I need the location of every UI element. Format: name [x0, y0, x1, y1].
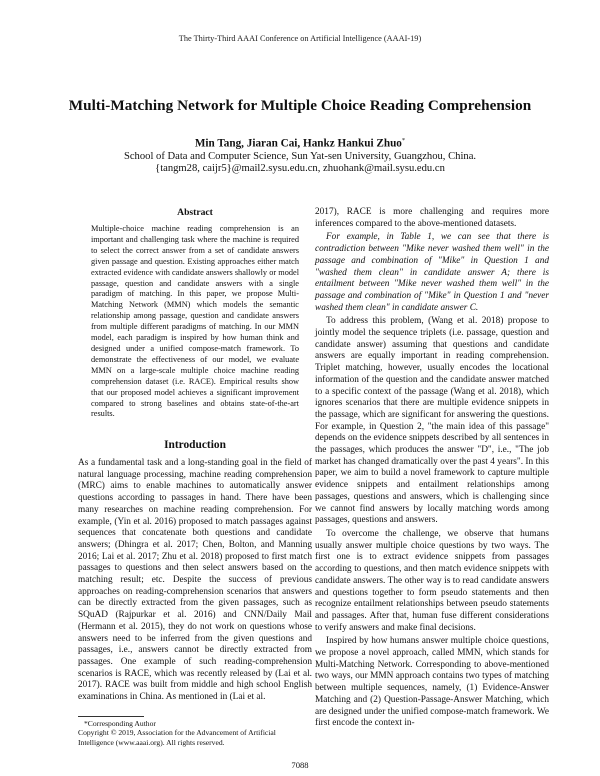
right-paragraph-2: For example, in Table 1, we can see that there is contradiction between "Mike never washed them well" in the passage and combination of "Mike" in Question 1 and "washed them clean" in candidate answer A; there is entailment between "Mike never washed them well" in the passage and combination of "Mike" in Question 1 and "never washed them clean" in candidate answer C. [315, 232, 549, 313]
abstract-heading: Abstract [177, 207, 213, 218]
abstract-body [91, 224, 299, 420]
right-paragraph-3: To address this problem, (Wang et al. 2018) propose to jointly model the sequence triplets (i.e. passage, question and candidate answer) assuming that questions and candidate answers are equally important in reading comprehension. Triplet matching, however, usually encodes the locational information of the question and the candidate answer matched to a specific context of the passage (Wang et al. 2018), which ignores scenarios that there are multiple evidence snippets in the passage, which are significant for answering the questions. For example, in Question 2, "the main idea of this passage" depends on the evidence snippets described by all sentences in the passages, which produces the answer "D", i.e., "The job market has changed dramatically over the past 4 years". In this paper, we aim to build a novel framework to capture multiple evidence snippets and entailment relationships among passages, questions and answers, which is challenging since we cannot find answers by locally matching words among passages, questions and answers. [315, 316, 549, 526]
author-names-text: Min Tang, Jiaran Cai, Hankz Hankui Zhuo [194, 137, 402, 150]
corresponding-author-mark: * [401, 137, 406, 144]
right-paragraph-1: 2017), RACE is more challenging and requires more inferences compared to the above-mentioned datasets. [315, 207, 549, 229]
author-emails: {tangm28, caijr5}@mail2.sysu.edu.cn, zhuohank@mail.sysu.edu.cn [155, 162, 445, 174]
introduction-heading: Introduction [164, 439, 226, 451]
author-affiliation: School of Data and Computer Science, Sun Yat-sen University, Guangzhou, China. [123, 150, 477, 162]
introduction-body [78, 458, 312, 704]
footnote-divider [78, 716, 144, 717]
footnote-corresponding: *Corresponding Author [84, 719, 156, 728]
right-paragraph-4: To overcome the challenge, we observe that humans usually answer multiple choice questions by two ways. The first one is to extract evidence snippets from passages according to questions, and then match evidence snippets with candidate answers. The other way is to read candidate answers and questions together to form pseudo statements and then recognize entailment relationships between pseudo statements and passages. After that, human fuse different considerations to verify answers and make final decisions. [315, 528, 549, 633]
author-names [0, 135, 600, 151]
introduction-text: As a fundamental task and a long-standing goal in the field of natural language processing, machine reading comprehension (MRC) aims to enable machines to automatically answer questions according to passages in hand. There have been many researches on machine reading comprehension. For example, (Yin et al. 2016) proposed to match passages against sequences that concatenate both questions and candidate answers; (Dhingra et al. 2017; Chen, Bolton, and Manning 2016; Lai et al. 2017; Zhu et al. 2018) proposed to first match passages to questions and then select answers based on the matching result; etc. Despite the success of previous approaches on reading-comprehension scenarios that answers can be directly extracted from the given passages, such as SQuAD (Rajpurkar et al. 2016) and CNN/Daily Mail (Hermann et al. 2015), they do not work on questions whose answers need to be inferred from the given questions and passages, i.e., answers cannot be directly extracted from passages. One example of such reading-comprehension scenarios is RACE, which was recently released by (Lai et al. 2017). RACE was built from middle and high school English examinations in China. As mentioned in (Lai et al. [78, 458, 312, 703]
right-paragraph-5: Inspired by how humans answer multiple choice questions, we propose a novel approach, called MMN, which stands for Multi-Matching Network. Corresponding to above-mentioned two ways, our MMN approach contains two types of matching between multiple sequences, namely, (1) Evidence-Answer Matching and (2) Question-Passage-Answer Matching, which are designed under the unified compose-match framework. We first encode the context in- [315, 636, 549, 729]
author-block [0, 135, 600, 175]
right-column [315, 207, 549, 730]
page-number: 7088 [291, 760, 309, 770]
abstract-text: Multiple-choice machine reading comprehension is an important and challenging task where the machine is required to select the correct answer from a set of candidate answers given passage and question. Existing approaches either match extracted evidence with candidate answers shallowly or model passage, question and candidate answers with a single paradigm of matching. In this paper, we propose Multi-Matching Network (MMN) which models the semantic relationship among passage, question and candidate answers from multiple different paradigms of matching. In our MMN model, each paradigm is inspired by how human think and designed under a unified compose-match framework. To demonstrate the effectiveness of our model, we evaluate MMN on a large-scale multiple choice machine reading comprehension dataset (i.e. RACE). Empirical results show that our proposed model achieves a significant improvement compared to strong baselines and obtains state-of-the-art results. [91, 224, 299, 419]
footnote-copyright: Copyright © 2019, Association for the Advancement of Artificial Intelligence (www.aaai.org). All rights reserved. [78, 728, 276, 747]
footnotes [78, 719, 312, 747]
conference-header: The Thirty-Third AAAI Conference on Artificial Intelligence (AAAI-19) [178, 34, 422, 43]
paper-title: Multi-Matching Network for Multiple Choice Reading Comprehension [68, 97, 532, 114]
